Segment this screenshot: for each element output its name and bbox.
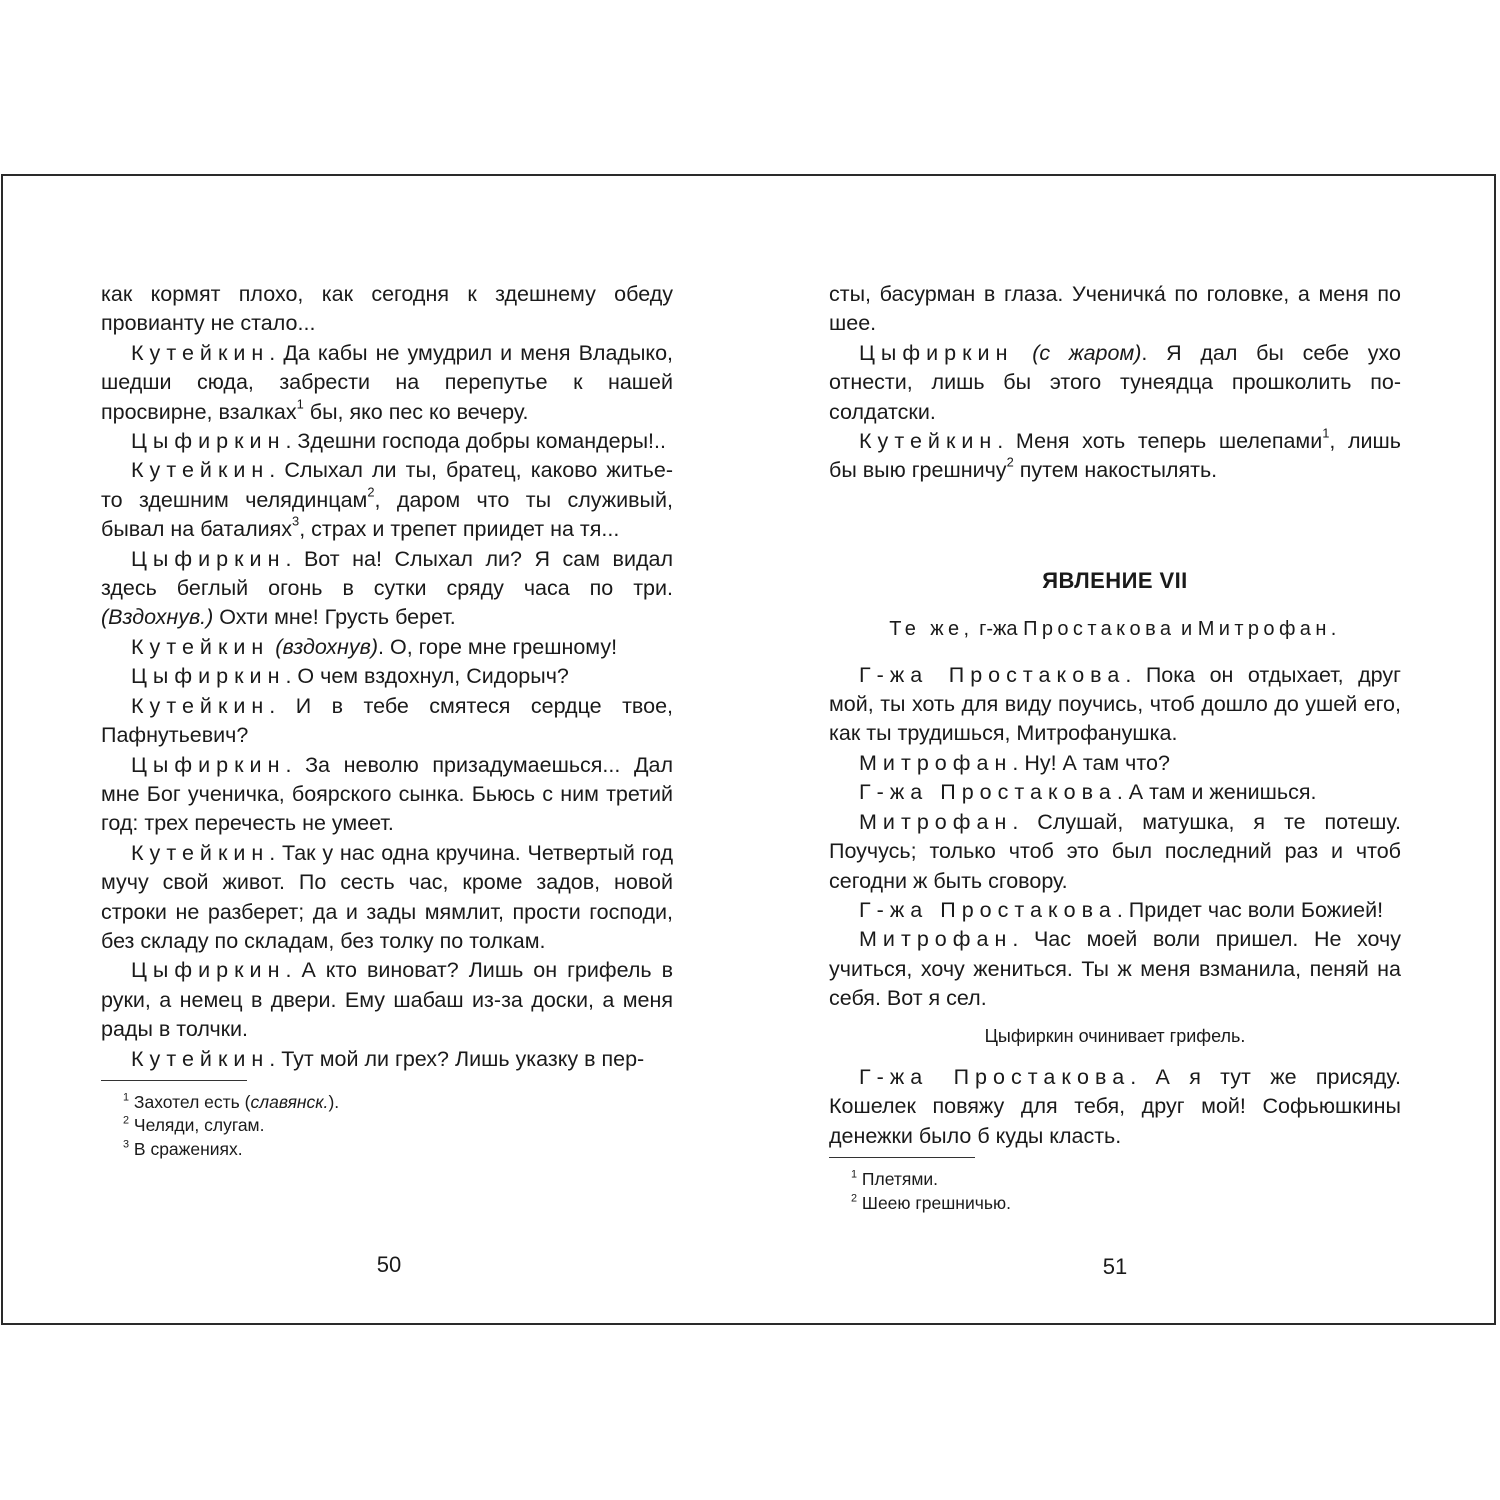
footnote-number: 1 [851,1168,858,1181]
paragraph-text: Охти мне! Грусть берет. [213,605,456,630]
paragraph: Кутейкин. Тут мой ли грех? Лишь указку в пер- [131,1046,645,1071]
footnote-ref: 1 [1322,425,1330,441]
right-page-text-3 [829,1063,1401,1151]
cast-text: г-жа [979,618,1018,641]
paragraph: Митрофан. Ну! А там что? [859,750,1170,775]
paragraph-text: Я дал бы себе ухо отнести, лишь бы этого тунеядца прошколить по-солдатски. [829,340,1401,424]
paragraph-text: О чем вздохнул, Сидорыч? [297,664,569,689]
footnote [123,1138,673,1162]
speaker-name: Кутейкин [131,340,270,365]
left-page [101,280,673,1161]
footnote-ref: 1 [296,396,304,412]
paragraph-text: Придет час воли Божией! [1128,897,1384,922]
paragraph: Цыфиркин. Здешни господа добры командеры!.. [131,429,666,454]
paragraph-text: Вот на! Слыхал ли? Я сам видал здесь беглый огонь в сутки сряду часа по три. [101,546,673,601]
paragraph-text: бы, яко пес ко вечеру. [303,399,529,424]
paragraph-text: как кормят плохо, как сегодня к здешнему обеду провианту не стало... [101,282,673,336]
footnote-divider [101,1080,247,1081]
right-page-text-2 [829,661,1401,1014]
paragraph-text: А кто виноват? Лишь он грифель в руки, а немец в двери. Ему шабаш из-за доски, а меня рады в толчки. [101,958,673,1042]
paragraph: Г-жа Простакова. Пока он отдыхает, друг мой, ты хоть для виду поучись, чтоб дошло до ушей его, как ты трудишься, Митрофанушка. [829,662,1401,746]
paragraph: Кутейкин. Слыхал ли ты, братец, каково житье-то здешним челядинцам$^2$, даром что ты служивый, бывал на баталиях$^3$, страх и трепет приидет на тя... [101,458,673,542]
speaker-name: Митрофан [859,809,1013,834]
paragraph: Кутейкин (вздохнув). О, горе мне грешному! [131,634,618,659]
paragraph-text: О, горе мне грешному! [389,634,618,659]
speaker-name: Цыфиркин [131,664,286,689]
paragraph [829,280,1401,339]
paragraph: Митрофан. Час моей воли пришел. Не хочу учиться, хочу жениться. Ты ж меня взманила, пеняй на себя. Вот я сел. [829,927,1401,1011]
paragraph: Кутейкин. Да кабы не умудрил и меня Владыко, шедши сюда, забрести на перепутье к нашей просвирне, взалках$^1$ бы, яко пес ко вечеру. [101,340,673,424]
footnote-text: славянск. [250,1091,329,1112]
paragraph-text: , лишь бы выю грешничу [829,429,1402,483]
speaker-name: Кутейкин [131,458,270,483]
cast-text: Простакова [1023,618,1176,641]
speaker-name: Цыфиркин [859,340,1014,365]
speaker-name: Г-жа Простакова [859,897,1117,922]
footnote-number: 1 [123,1091,130,1104]
paragraph [101,280,673,339]
cast-text: Митрофан. [1197,618,1341,641]
footnote-ref: 3 [292,513,300,529]
footnote-text: Челяди, слугам. [133,1115,265,1136]
paragraph-text: Час моей воли пришел. Не хочу учиться, хочу жениться. Ты ж меня взманила, пеняй на себя. Вот я сел. [829,927,1401,1011]
paragraph-text: И в тебе смятеся сердце твое, Пафнутьевич? [101,693,674,748]
footnote-text: ). [328,1091,340,1112]
paragraph-text: сты, басурман в глаза. Ученичка́ по головке, а меня по шее. [829,282,1401,336]
paragraph: Кутейкин. Так у нас одна кручина. Четвертый год мучу свой живот. По сесть час, кроме задов, новой строки не разберет; да и зады мямлит, прости господи, без складу по складам, без толку по толкам. [101,840,674,953]
cast-list [829,615,1401,644]
paragraph: Г-жа Простакова. А я тут же присяду. Кошелек повяжу для тебя, друг мой! Софьюшкины денежки было б куды класть. [829,1064,1401,1148]
paragraph-text: Здешни господа добры командеры!.. [297,429,666,454]
paragraph-text: , страх и трепет приидет на тя... [299,517,620,542]
footnote [851,1192,1401,1216]
paragraph: Кутейкин. Меня хоть теперь шелепами$^1$, лишь бы выю грешничу$^2$ путем накостылять. [829,425,1402,483]
speaker-name: Г-жа Простакова [859,1064,1131,1089]
paragraph: Г-жа Простакова. А там и женишься. [859,780,1317,805]
paragraph-text: Меня хоть теперь шелепами [1015,429,1323,454]
paragraph-text: Да кабы не умудрил и меня Владыко, шедши сюда, забрести на перепутье к нашей просвирне, взалках [101,340,673,424]
footnote-text: Плетями. [861,1169,939,1190]
footnote [851,1168,1401,1192]
paragraph-text: Так у нас одна кручина. Четвертый год мучу свой живот. По сесть час, кроме задов, новой строки не разберет; да и зады мямлит, прости господи, без складу по складам, без толку по толкам. [101,840,674,953]
speaker-name: Митрофан [859,750,1013,775]
cast-text: Те же, [889,618,974,641]
paragraph: Г-жа Простакова. Придет час воли Божией! [859,897,1384,922]
footnote-divider [829,1157,975,1158]
paragraph: Кутейкин. И в тебе смятеся сердце твое, Пафнутьевич? [101,693,674,748]
right-page [829,280,1401,1215]
page-number-right: 51 [1102,1254,1128,1279]
footnote-number: 2 [851,1192,858,1205]
scene-heading: ЯВЛЕНИЕ VII [1042,567,1188,593]
footnote-text: Шеею грешничью. [861,1192,1011,1213]
footnotes [829,1168,1401,1215]
paragraph-text: , даром что ты служивый, бывал на баталиях [101,487,673,542]
footnote-ref: 2 [1006,455,1014,471]
footnote-text: Захотел есть ( [133,1091,251,1112]
paragraph-text: А я тут же присяду. Кошелек повяжу для тебя, друг мой! Софьюшкины денежки было б куды класть. [829,1064,1401,1148]
cast-text: и [1180,618,1193,641]
speaker-name: Кутейкин [131,693,270,718]
paragraph: Цыфиркин. Вот на! Слыхал ли? Я сам видал здесь беглый огонь в сутки сряду часа по три. (Вздохнув.) Охти мне! Грусть берет. [101,546,673,630]
paragraph-text: Слушай, матушка, я те потешу. Поучусь; только чтоб это был последний раз и чтоб сегодни ж быть сговору. [829,809,1401,893]
footnote [123,1114,673,1138]
speaker-name: Цыфиркин [131,546,286,571]
stage-direction: (с жаром) [1032,340,1142,365]
right-page-text [829,280,1401,486]
footnote-number: 3 [123,1138,130,1151]
page-number-left: 50 [376,1252,402,1277]
paragraph-text: Пока он отдыхает, друг мой, ты хоть для виду поучись, чтоб дошло до ушей его, как ты трудишься, Митрофанушка. [829,662,1401,746]
footnote-ref: 2 [367,484,375,500]
speaker-name: Кутейкин [131,634,270,659]
paragraph-text: Слыхал ли ты, братец, каково житье-то здешним челядинцам [101,458,673,512]
speaker-name: Г-жа Простакова [859,780,1117,805]
paragraph-text: путем накостылять. [1013,458,1218,483]
stage-direction: (вздохнув) [275,634,379,659]
footnote-number: 2 [123,1114,130,1127]
speaker-name: Цыфиркин [131,429,286,454]
paragraph-text: А там и женишься. [1128,780,1317,805]
paragraph-text: Ну! А там что? [1024,750,1170,775]
speaker-name: Кутейкин [131,1046,270,1071]
footnote-text: В сражениях. [133,1138,243,1159]
speaker-name: Кутейкин [859,429,998,454]
paragraph: Цыфиркин (с жаром). Я дал бы себе ухо отнести, лишь бы этого тунеядца прошколить по-солдатски. [829,340,1401,424]
paragraph: Цыфиркин. О чем вздохнул, Сидорыч? [131,664,569,689]
speaker-name: Г-жа Простакова [859,662,1126,687]
paragraph: Цыфиркин. А кто виноват? Лишь он грифель в руки, а немец в двери. Ему шабаш из-за доски, а меня рады в толчки. [101,958,673,1042]
book-spread [1,174,1496,1325]
paragraph: Митрофан. Слушай, матушка, я те потешу. Поучусь; только чтоб это был последний раз и чтоб сегодни ж быть сговору. [829,809,1401,893]
speaker-name: Митрофан [859,927,1013,952]
paragraph-text: За неволю призадумаешься... Дал мне Бог ученичка, боярского сынка. Бьюсь с ним третий год: трех перечесть не умеет. [101,752,674,836]
stage-direction-line: Цыфиркин очинивает грифель. [984,1025,1246,1046]
speaker-name: Цыфиркин [131,958,286,983]
paragraph-text: Тут мой ли грех? Лишь указку в пер- [281,1046,645,1071]
footnote [123,1091,673,1115]
left-page-text [101,280,673,1074]
footnotes [101,1091,673,1162]
paragraph: Цыфиркин. За неволю призадумаешься... Дал мне Бог ученичка, боярского сынка. Бьюсь с ним третий год: трех перечесть не умеет. [101,752,674,836]
speaker-name: Цыфиркин [131,752,286,777]
speaker-name: Кутейкин [131,840,270,865]
stage-direction: (Вздохнув.) [101,605,214,630]
